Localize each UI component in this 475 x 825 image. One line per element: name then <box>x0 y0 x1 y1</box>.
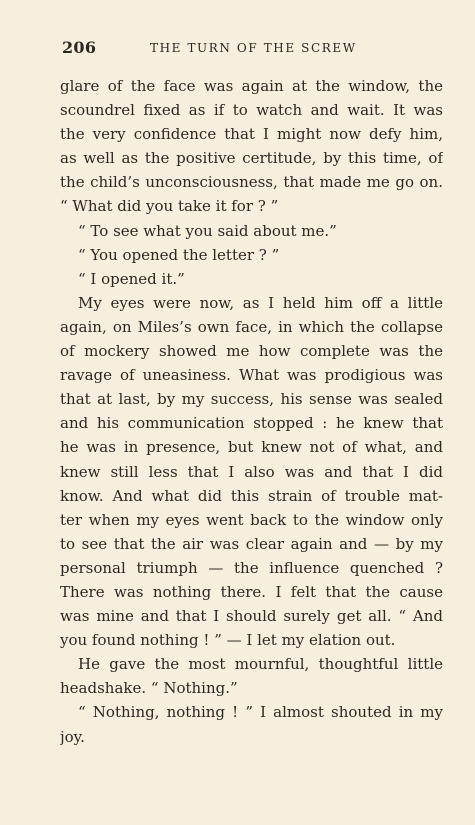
text-line: personal triumph — the influence quenched ? <box>60 558 443 577</box>
text-line: the very confidence that I might now defy him, <box>60 125 443 144</box>
text-line: He gave the most mournful, thoughtful little <box>78 655 443 674</box>
text-line: “ You opened the letter ? ” <box>78 245 280 264</box>
text-line: headshake. “ Nothing.” <box>60 679 238 698</box>
text-line: the child’s unconsciousness, that made me go on. <box>60 173 443 192</box>
text-line: as well as the positive certitude, by this time, of <box>60 149 443 168</box>
text-line: joy. <box>60 727 85 746</box>
page-header <box>62 38 442 62</box>
running-head: THE TURN OF THE SCREW <box>150 41 357 55</box>
text-line: again, on Miles’s own face, in which the collapse <box>60 317 443 336</box>
text-line: My eyes were now, as I held him off a little <box>78 293 443 312</box>
text-line: and his communication stopped : he knew that <box>60 414 443 433</box>
text-line: he was in presence, but knew not of what, and <box>60 438 443 457</box>
text-line: knew still less that I also was and that I did <box>60 462 443 481</box>
text-line: scoundrel fixed as if to watch and wait. It was <box>60 101 443 120</box>
text-line: ravage of uneasiness. What was prodigious was <box>60 366 443 385</box>
text-line: glare of the face was again at the window, the <box>60 77 443 95</box>
body-text <box>60 74 443 749</box>
page-number: 206 <box>62 38 97 57</box>
text-line: was mine and that I should surely get all. “ And <box>60 607 443 626</box>
text-line: “ I opened it.” <box>78 269 185 288</box>
text-line: “ To see what you said about me.” <box>78 221 337 240</box>
text-line: that at last, by my success, his sense was sealed <box>60 390 443 409</box>
text-line: “ Nothing, nothing ! ” I almost shouted in my <box>78 703 443 722</box>
text-line: “ What did you take it for ? ” <box>60 197 279 216</box>
text-line: you found nothing ! ” — I let my elation out. <box>60 631 396 650</box>
text-line: of mockery showed me how complete was the <box>60 342 443 361</box>
text-line: to see that the air was clear again and — by my <box>60 534 443 553</box>
text-line: There was nothing there. I felt that the cause <box>60 582 443 601</box>
text-line: know. And what did this strain of trouble mat- <box>60 486 443 505</box>
text-line: ter when my eyes went back to the window only <box>60 510 443 529</box>
